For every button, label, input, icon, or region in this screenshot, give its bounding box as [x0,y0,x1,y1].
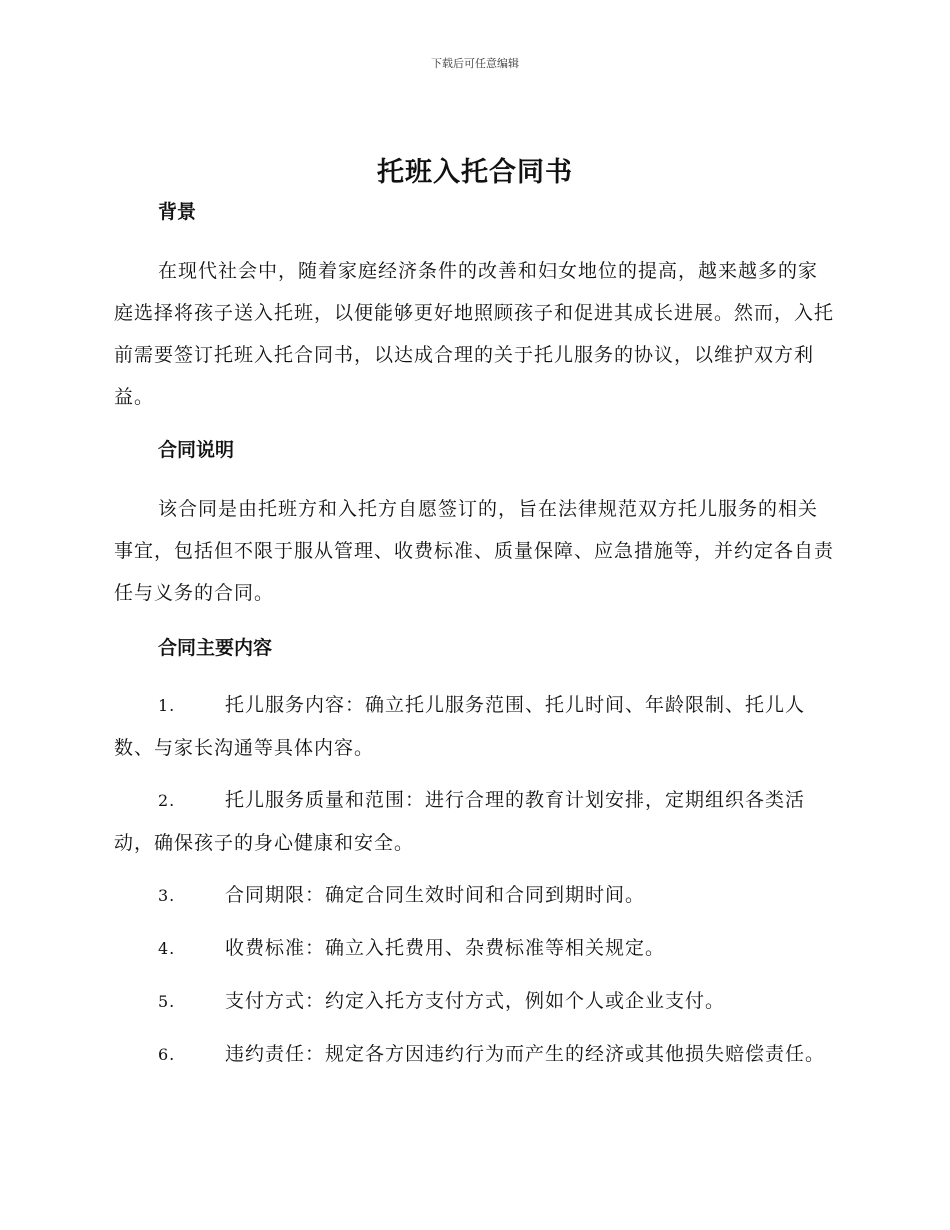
list-item [114,684,834,769]
list-item [114,874,834,917]
document-title: 托班入托合同书 [377,157,573,188]
section-heading-main-content: 合同主要内容 [158,637,273,659]
list-item-text: 支付方式：约定入托方支付方式，例如个人或企业支付。 [225,990,726,1012]
list-item [114,779,834,864]
list-item [114,927,834,970]
list-item-number: 6. [158,1045,176,1064]
document-body [114,196,834,1076]
list-item-text: 托儿服务内容：确立托儿服务范围、托儿时间、年龄限制、托儿人数、与家长沟通等具体内容。 [114,694,806,759]
section-heading-background: 背景 [158,201,197,223]
list-item-number: 4. [158,939,176,958]
explanation-paragraph: 该合同是由托班方和入托方自愿签订的，旨在法律规范双方托儿服务的相关事宜，包括但不限于服从管理、收费标准、质量保障、应急措施等，并约定各自责任与义务的合同。 [114,498,835,604]
list-item-number: 3. [158,886,176,905]
list-item-text: 合同期限：确定合同生效时间和合同到期时间。 [225,884,646,906]
list-item [114,1033,834,1076]
list-item-number: 2. [158,791,176,810]
header-note: 下载后可任意编辑 [431,57,519,70]
list-item-text: 收费标准：确立入托费用、杂费标准等相关规定。 [225,937,666,959]
section-heading-explanation: 合同说明 [158,439,235,461]
list-item-text: 托儿服务质量和范围：进行合理的教育计划安排，定期组织各类活动，确保孩子的身心健康和安全。 [114,789,806,854]
list-item [114,980,834,1023]
list-item-number: 1. [158,696,176,715]
background-paragraph: 在现代社会中，随着家庭经济条件的改善和妇女地位的提高，越来越多的家庭选择将孩子送入托班，以便能够更好地照顾孩子和促进其成长进展。然而，入托前需要签订托班入托合同书，以达成合理的关于托儿服务的协议，以维护双方利益。 [114,260,835,408]
list-item-number: 5. [158,992,176,1011]
list-item-text: 违约责任：规定各方因违约行为而产生的经济或其他损失赔偿责任。 [225,1043,826,1065]
